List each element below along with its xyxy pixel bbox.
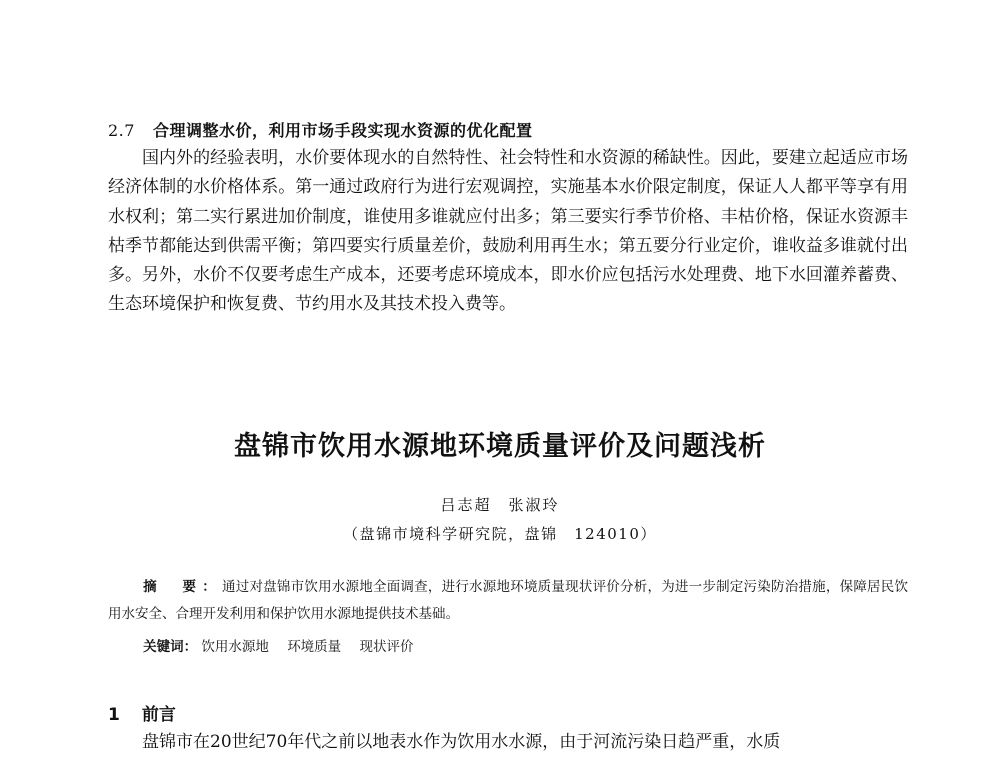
- article-authors: 吕志超 张淑玲: [440, 496, 560, 514]
- article-title: 盘锦市饮用水源地环境质量评价及问题浅析: [234, 431, 766, 462]
- keyword: 环境质量: [287, 639, 342, 655]
- article-affiliation: （盘锦市境科学研究院，盘锦 124010）: [343, 525, 657, 543]
- keyword: 现状评价: [359, 639, 414, 655]
- section-heading-1: [108, 700, 176, 725]
- section-number: 1: [108, 705, 120, 725]
- abstract-label: 摘 要：: [143, 579, 222, 595]
- paragraph: 国内外的经验表明，水价要体现水的自然特性、社会特性和水资源的稀缺性。因此，要建立起适应市场经济体制的水价格体系。第一通过政府行为进行宏观调控，实施基本水价限定制度，保证人人都平等享有用水权利；第二实行累进加价制度，谁使用多谁就应付出多；第三要实行季节价格、丰枯价格，保证水资源丰枯季节都能达到供需平衡；第四要实行质量差价，鼓励利用再生水；第五要分行业定价，谁收益多谁就付出多。另外，水价不仅要考虑生产成本，还要考虑环境成本，即水价应包括污水处理费、地下水回灌养蓄费、生态环境保护和恢复费、节约用水及其技术投入费等。: [108, 148, 908, 315]
- abstract-text: 通过对盘锦市饮用水源地全面调查，进行水源地环境质量现状评价分析，为进一步制定污染防治措施，保障居民饮用水安全、合理开发利用和保护饮用水源地提供技术基础。: [108, 579, 909, 622]
- section-2-7-body: [108, 144, 908, 320]
- section-heading-2-7: [108, 118, 532, 141]
- keywords: [108, 634, 908, 661]
- section-title: 前言: [141, 705, 176, 725]
- section-1-body: [108, 728, 908, 757]
- abstract: [108, 574, 908, 628]
- section-title: 合理调整水价，利用市场手段实现水资源的优化配置: [152, 121, 533, 140]
- keywords-label: 关键词：: [143, 639, 198, 655]
- keyword: 饮用水源地: [201, 639, 269, 655]
- section-number: 2.7: [108, 121, 135, 140]
- paragraph: 盘锦市在20世纪70年代之前以地表水作为饮用水水源，由于河流污染日趋严重，水质: [142, 732, 781, 752]
